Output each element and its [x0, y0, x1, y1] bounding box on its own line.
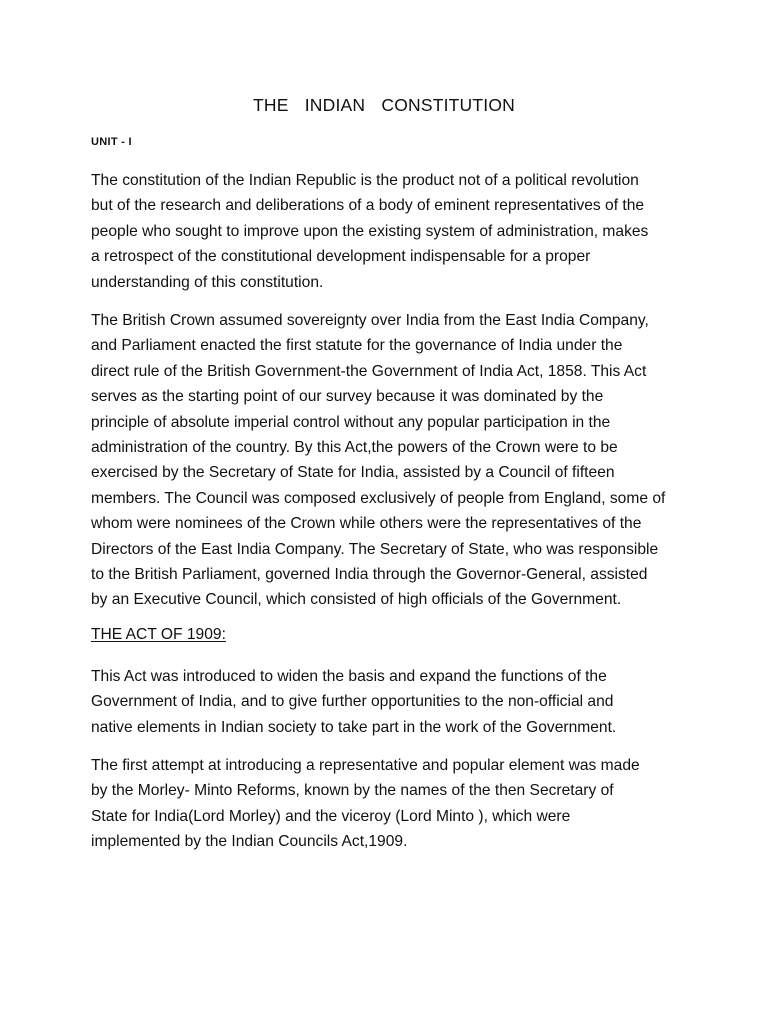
section-heading: THE ACT OF 1909: — [91, 626, 226, 643]
page-title: THE INDIAN CONSTITUTION — [253, 95, 515, 115]
paragraph-line: The British Crown assumed sovereignty over India from the East India Company, — [91, 312, 649, 329]
paragraph-line: and Parliament enacted the first statute for the governance of India under the — [91, 337, 623, 355]
paragraph-line: principle of absolute imperial control without any popular participation in the — [91, 413, 611, 431]
paragraph-line: by an Executive Council, which consisted of high officials of the Government. — [91, 591, 622, 609]
paragraph-line: a retrospect of the constitutional development indispensable for a proper — [91, 248, 591, 266]
paragraph-intro — [91, 168, 691, 295]
paragraph-line: whom were nominees of the Crown while others were the representatives of the — [91, 515, 642, 533]
paragraph-line: The constitution of the Indian Republic is the product not of a political revolution — [91, 172, 639, 189]
paragraph-line: State for India(Lord Morley) and the viceroy (Lord Minto ), which were — [91, 807, 571, 825]
paragraph-line: administration of the country. By this Act,the powers of the Crown were to be — [91, 439, 618, 457]
paragraph-line: implemented by the Indian Councils Act,1909. — [91, 833, 408, 851]
paragraph-act-1909 — [91, 664, 691, 740]
paragraph-line: but of the research and deliberations of a body of eminent representatives of the — [91, 197, 645, 215]
paragraph-line: exercised by the Secretary of State for India, assisted by a Council of fifteen — [91, 464, 615, 482]
paragraph-line: by the Morley- Minto Reforms, known by the names of the then Secretary of — [91, 782, 614, 800]
paragraph-british-crown — [91, 308, 691, 613]
paragraph-line: This Act was introduced to widen the basis and expand the functions of the — [91, 668, 607, 685]
paragraph-line: members. The Council was composed exclusively of people from England, some of — [91, 489, 666, 507]
paragraph-line: native elements in Indian society to take part in the work of the Government. — [91, 718, 617, 736]
paragraph-morley-minto — [91, 753, 691, 855]
paragraph-line: Government of India, and to give further opportunities to the non-official and — [91, 693, 614, 711]
paragraph-line: understanding of this constitution. — [91, 273, 324, 291]
paragraph-line: Directors of the East India Company. The Secretary of State, who was responsible — [91, 540, 659, 558]
unit-label: UNIT - I — [91, 136, 132, 148]
paragraph-line: to the British Parliament, governed India through the Governor-General, assisted — [91, 566, 648, 584]
paragraph-line: serves as the starting point of our survey because it was dominated by the — [91, 388, 604, 406]
paragraph-line: The first attempt at introducing a representative and popular element was made — [91, 757, 640, 774]
paragraph-line: people who sought to improve upon the existing system of administration, makes — [91, 222, 649, 240]
paragraph-line: direct rule of the British Government-the Government of India Act, 1858. This Act — [91, 362, 647, 380]
